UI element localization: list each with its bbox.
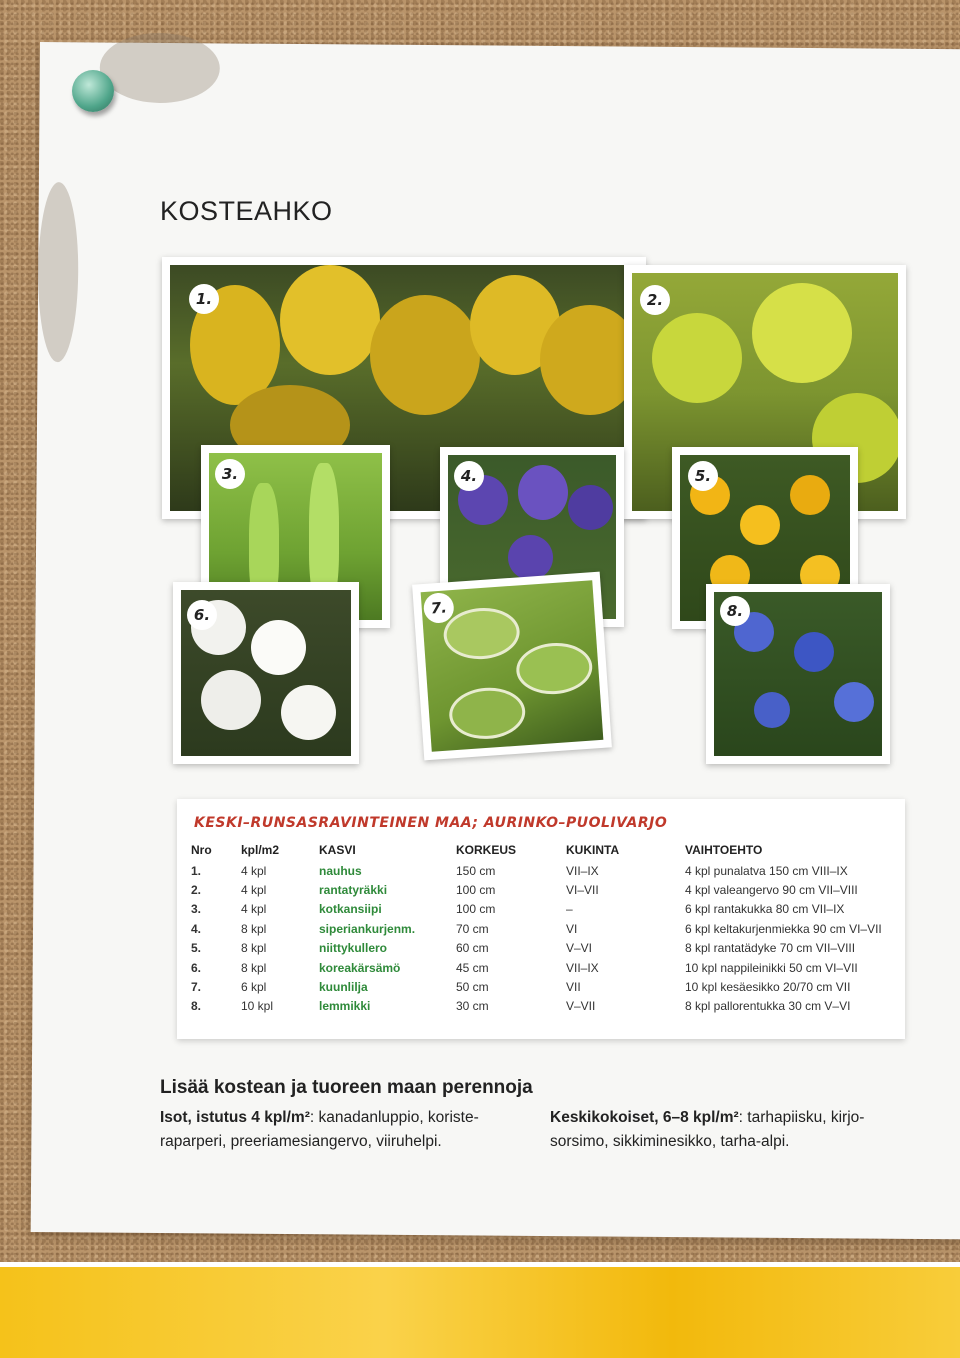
- medium-perennials-list-1: : tarhapiisku, kirjo-: [738, 1109, 865, 1126]
- cell-kukinta: VI: [566, 921, 578, 936]
- cell-kukinta: –: [566, 902, 573, 917]
- cell-kpl: 8 kpl: [241, 960, 267, 975]
- cell-kukinta: VII: [566, 980, 581, 995]
- cell-korkeus: 100 cm: [456, 902, 496, 917]
- cell-kukinta: V–VII: [566, 999, 596, 1014]
- table-row: [191, 939, 882, 958]
- cell-nro: 4.: [191, 921, 202, 936]
- cell-vaihtoehto: 10 kpl nappileinikki 50 cm VI–VII: [685, 960, 858, 975]
- table-row: [191, 958, 882, 977]
- cell-kpl: 10 kpl: [241, 999, 274, 1014]
- cell-korkeus: 50 cm: [456, 980, 489, 995]
- footer-yellow-band: [0, 1262, 960, 1358]
- table-row: [191, 919, 882, 938]
- planting-table-card: [177, 799, 905, 1039]
- cell-kasvi: rantatyräkki: [319, 883, 388, 898]
- header-korkeus: KORKEUS: [456, 843, 517, 857]
- cell-korkeus: 60 cm: [456, 941, 489, 956]
- header-kpl: kpl/m2: [241, 843, 280, 857]
- page-title: KOSTEAHKO: [160, 196, 333, 226]
- cell-kasvi: kotkansiipi: [319, 902, 382, 917]
- photo-number-8: 8.: [720, 596, 750, 626]
- cell-kukinta: VI–VII: [566, 883, 599, 898]
- header-kasvi: KASVI: [319, 843, 356, 857]
- table-row: [191, 997, 882, 1016]
- cell-kpl: 4 kpl: [241, 883, 267, 898]
- cell-nro: 6.: [191, 960, 202, 975]
- cell-vaihtoehto: 4 kpl valeangervo 90 cm VII–VIII: [685, 883, 858, 898]
- medium-perennials-text: [550, 1106, 864, 1154]
- push-pin-icon: [72, 70, 114, 112]
- header-nro: Nro: [191, 843, 212, 857]
- cell-kasvi: siperiankurjenm.: [319, 921, 416, 936]
- cell-kasvi: nauhus: [319, 863, 362, 878]
- photo-8: [706, 584, 890, 764]
- photo-number-5: 5.: [688, 461, 718, 491]
- cell-kasvi: niittykullero: [319, 941, 388, 956]
- photo-number-7: 7.: [423, 592, 455, 624]
- cell-nro: 7.: [191, 980, 202, 995]
- cell-kasvi: koreakärsämö: [319, 960, 401, 975]
- header-kukinta: KUKINTA: [566, 843, 620, 857]
- photo-number-4: 4.: [454, 461, 484, 491]
- table-row: [191, 880, 882, 899]
- cell-korkeus: 150 cm: [456, 863, 496, 878]
- table-header-row: [191, 843, 882, 861]
- cell-korkeus: 70 cm: [456, 921, 489, 936]
- table-row: [191, 861, 882, 880]
- photo-6: [173, 582, 359, 764]
- medium-perennials-list-2: sorsimo, sikkiminesikko, tarha-alpi.: [550, 1133, 790, 1150]
- cell-kukinta: VII–IX: [566, 960, 599, 975]
- cell-vaihtoehto: 4 kpl punalatva 150 cm VIII–IX: [685, 863, 848, 878]
- cell-kpl: 8 kpl: [241, 941, 267, 956]
- cell-korkeus: 45 cm: [456, 960, 489, 975]
- cell-kasvi: lemmikki: [319, 999, 371, 1014]
- cell-kpl: 4 kpl: [241, 902, 267, 917]
- cell-kpl: 8 kpl: [241, 921, 267, 936]
- cell-nro: 8.: [191, 999, 202, 1014]
- large-perennials-list-1: : kanadanluppio, koriste-: [309, 1109, 479, 1126]
- photo-7: [412, 572, 612, 761]
- paper-stain: [100, 32, 221, 103]
- photo-number-1: 1.: [189, 284, 219, 314]
- cell-nro: 1.: [191, 863, 202, 878]
- cell-korkeus: 30 cm: [456, 999, 489, 1014]
- cell-nro: 3.: [191, 902, 202, 917]
- photo-number-6: 6.: [187, 600, 217, 630]
- photo-number-3: 3.: [215, 459, 245, 489]
- cell-vaihtoehto: 6 kpl keltakurjenmiekka 90 cm VI–VII: [685, 921, 882, 936]
- large-perennials-text: [160, 1106, 479, 1154]
- planting-table: [191, 843, 882, 1016]
- cell-vaihtoehto: 10 kpl kesäesikko 20/70 cm VII: [685, 980, 851, 995]
- soil-conditions-heading: KESKI–RUNSASRAVINTEINEN MAA; AURINKO–PUOLIVARJO: [194, 815, 668, 831]
- cell-kukinta: V–VI: [566, 941, 593, 956]
- table-row: [191, 977, 882, 996]
- cell-vaihtoehto: 8 kpl rantatädyke 70 cm VII–VIII: [685, 941, 856, 956]
- cell-kpl: 4 kpl: [241, 863, 267, 878]
- medium-perennials-label: Keskikokoiset, 6–8 kpl/m²: [550, 1109, 739, 1126]
- cell-korkeus: 100 cm: [456, 883, 496, 898]
- large-perennials-label: Isot, istutus 4 kpl/m²: [160, 1109, 310, 1126]
- cell-kasvi: kuunlilja: [319, 980, 368, 995]
- cell-kukinta: VII–IX: [566, 863, 599, 878]
- cell-nro: 5.: [191, 941, 202, 956]
- more-perennials-title: Lisää kostean ja tuoreen maan perennoja: [160, 1077, 533, 1098]
- cell-vaihtoehto: 6 kpl rantakukka 80 cm VII–IX: [685, 902, 845, 917]
- large-perennials-list-2: raparperi, preeriamesiangervo, viiruhelpi.: [160, 1133, 442, 1150]
- header-vaihtoehto: VAIHTOEHTO: [685, 843, 763, 857]
- photo-number-2: 2.: [640, 285, 670, 315]
- table-row: [191, 900, 882, 919]
- cell-nro: 2.: [191, 883, 202, 898]
- cell-kpl: 6 kpl: [241, 980, 267, 995]
- paper-stain: [37, 182, 78, 362]
- cell-vaihtoehto: 8 kpl pallorentukka 30 cm V–VI: [685, 999, 851, 1014]
